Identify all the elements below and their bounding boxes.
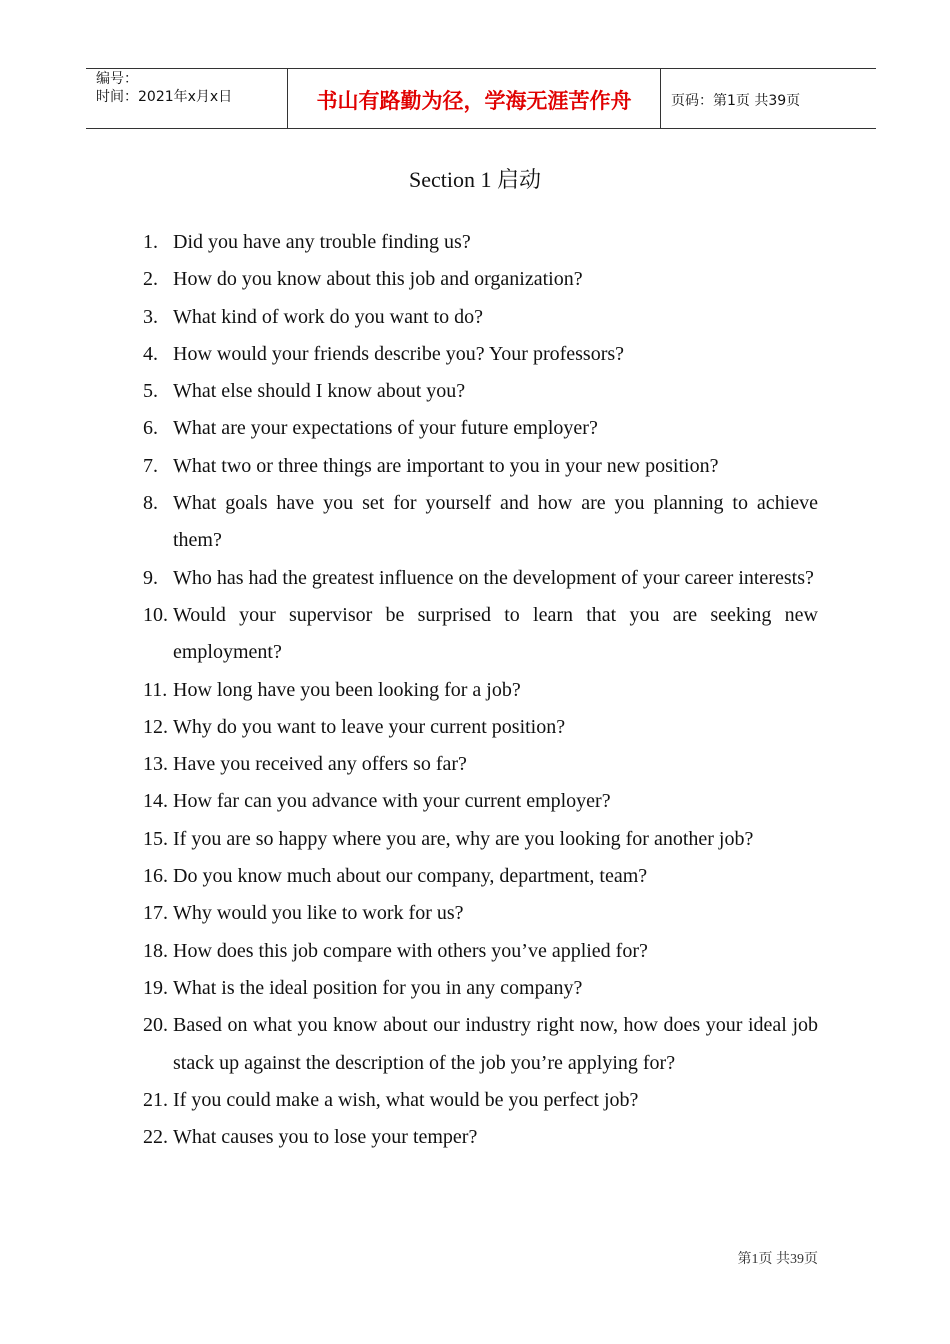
question-text: What two or three things are important to you in your new position? <box>173 454 719 477</box>
question-item <box>143 597 818 672</box>
question-number: 16. <box>143 865 168 888</box>
header-time-label: 时间：2021年x月x日 <box>96 89 233 105</box>
question-item <box>143 783 818 820</box>
question-number: 15. <box>143 827 168 850</box>
question-item <box>143 672 818 709</box>
question-number: 9. <box>143 566 158 589</box>
question-item <box>143 895 818 932</box>
question-number: 5. <box>143 380 158 403</box>
question-text: If you could make a wish, what would be you perfect job? <box>173 1088 639 1111</box>
header-motto: 书山有路勤为径，学海无涯苦作舟 <box>288 69 661 128</box>
question-item <box>143 933 818 970</box>
question-item <box>143 746 818 783</box>
question-text: How far can you advance with your current employer? <box>173 790 611 813</box>
question-item <box>143 970 818 1007</box>
question-text: What else should I know about you? <box>173 380 466 403</box>
section-title: Section 1 启动 <box>409 167 541 192</box>
question-number: 10. <box>143 603 168 626</box>
header-meta <box>86 69 288 128</box>
question-number: 17. <box>143 902 168 925</box>
question-text: How would your friends describe you? Your professors? <box>173 342 625 365</box>
question-number: 4. <box>143 342 158 365</box>
question-number: 2. <box>143 268 158 291</box>
question-item <box>143 299 818 336</box>
question-item <box>143 1007 818 1082</box>
question-text: Would your supervisor be surprised to learn that you are seeking new employment? <box>173 603 818 664</box>
question-item <box>143 560 818 597</box>
question-number: 20. <box>143 1014 168 1037</box>
question-number: 12. <box>143 715 168 738</box>
question-number: 3. <box>143 305 158 328</box>
question-item <box>143 1082 818 1119</box>
question-item <box>143 373 818 410</box>
question-number: 11. <box>143 678 168 701</box>
page-header <box>86 68 876 129</box>
question-text: Based on what you know about our industry right now, how does your ideal job stack up against the description of the job you’re applying for? <box>173 1014 818 1074</box>
question-item <box>143 858 818 895</box>
question-text: What kind of work do you want to do? <box>173 305 483 328</box>
question-item <box>143 709 818 746</box>
question-item <box>143 224 818 261</box>
question-number: 1. <box>143 231 158 253</box>
question-number: 22. <box>143 1126 168 1149</box>
question-text: What are your expectations of your future employer? <box>173 417 598 440</box>
question-item <box>143 410 818 447</box>
question-text: What causes you to lose your temper? <box>173 1126 478 1149</box>
question-text: What is the ideal position for you in any company? <box>173 976 583 999</box>
question-text: Have you received any offers so far? <box>173 753 467 776</box>
question-item <box>143 485 818 560</box>
question-text: What goals have you set for yourself and how are you planning to achieve them? <box>173 492 818 552</box>
question-text: Who has had the greatest influence on the development of your career interests? <box>173 566 814 589</box>
question-text: How does this job compare with others you’ve applied for? <box>173 939 648 962</box>
question-text: How do you know about this job and organization? <box>173 268 583 291</box>
question-text: Did you have any trouble finding us? <box>173 231 471 253</box>
question-text: Do you know much about our company, department, team? <box>173 865 648 888</box>
header-number-label: 编号： <box>96 71 138 87</box>
question-number: 13. <box>143 753 168 776</box>
question-number: 19. <box>143 976 168 999</box>
page-footer: 第1页 共39页 <box>737 1252 818 1267</box>
question-text: Why do you want to leave your current position? <box>173 715 566 738</box>
question-item <box>143 448 818 485</box>
question-number: 7. <box>143 454 158 477</box>
question-item <box>143 1119 818 1156</box>
question-text: How long have you been looking for a job? <box>173 678 521 701</box>
question-item <box>143 821 818 858</box>
question-item <box>143 261 818 298</box>
question-text: If you are so happy where you are, why are you looking for another job? <box>173 827 754 850</box>
question-number: 14. <box>143 790 168 813</box>
question-number: 21. <box>143 1088 168 1111</box>
question-number: 18. <box>143 939 168 962</box>
question-item <box>143 336 818 373</box>
question-number: 6. <box>143 417 158 440</box>
question-number: 8. <box>143 492 158 515</box>
header-page-info: 页码：第1页 共39页 <box>671 92 801 109</box>
question-text: Why would you like to work for us? <box>173 902 464 925</box>
question-list <box>143 224 818 1156</box>
